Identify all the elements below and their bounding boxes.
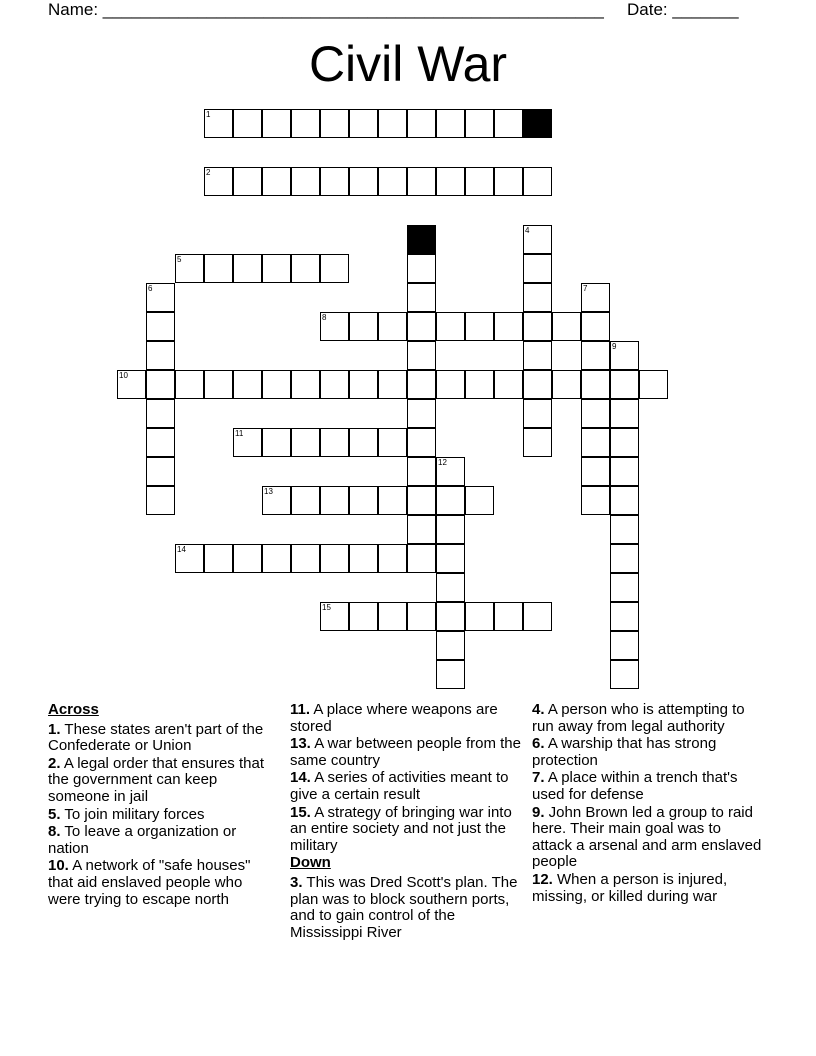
clue-item-number: 7. (532, 769, 545, 787)
clue-item-number: 5. (48, 805, 61, 823)
clue-item-text: A series of activities meant to give a certain result (290, 769, 509, 803)
grid-cell[interactable] (291, 254, 320, 283)
grid-cell[interactable] (436, 544, 465, 573)
clue-number: 12 (438, 458, 447, 467)
grid-cell[interactable] (262, 370, 291, 399)
clue-item (48, 824, 278, 857)
grid-cell[interactable] (204, 254, 233, 283)
clue-item (290, 702, 528, 735)
grid-cell[interactable] (407, 486, 436, 515)
grid-cell[interactable] (436, 515, 465, 544)
clue-item-text: A strategy of bringing war into an entire society and not just the military (290, 803, 512, 854)
grid-cell[interactable] (494, 167, 523, 196)
clue-column-1 (48, 702, 278, 909)
grid-cell[interactable] (233, 167, 262, 196)
grid-cell[interactable] (320, 428, 349, 457)
clue-item-number: 3. (290, 873, 303, 891)
grid-cell[interactable] (407, 109, 436, 138)
grid-cell[interactable] (233, 370, 262, 399)
grid-cell[interactable] (436, 109, 465, 138)
grid-cell[interactable] (465, 109, 494, 138)
grid-cell[interactable] (233, 428, 262, 457)
grid-cell[interactable] (436, 370, 465, 399)
clue-item (290, 805, 528, 855)
grid-cell[interactable] (523, 602, 552, 631)
clue-number: 11 (235, 429, 244, 438)
grid-cell[interactable] (523, 167, 552, 196)
clue-item-number: 12. (532, 870, 553, 888)
clue-number: 14 (177, 545, 186, 554)
clue-number: 9 (612, 342, 617, 351)
page-title: Civil War (308, 36, 508, 92)
clue-item (48, 807, 278, 824)
blocked-cell (407, 225, 436, 254)
grid-cell[interactable] (378, 109, 407, 138)
grid-cell[interactable] (610, 602, 639, 631)
grid-cell[interactable] (320, 312, 349, 341)
grid-cell[interactable] (291, 167, 320, 196)
clue-item (290, 736, 528, 769)
grid-cell[interactable] (552, 370, 581, 399)
grid-cell[interactable] (378, 544, 407, 573)
clue-item-text: A warship that has strong protection (532, 735, 717, 769)
grid-cell[interactable] (291, 486, 320, 515)
grid-cell[interactable] (378, 602, 407, 631)
grid-cell[interactable] (204, 167, 233, 196)
clue-item-text: A war between people from the same country (290, 735, 521, 769)
grid-cell[interactable] (610, 631, 639, 660)
clue-item-number: 11. (290, 701, 311, 718)
grid-cell[interactable] (291, 370, 320, 399)
grid-cell[interactable] (581, 486, 610, 515)
clue-item-number: 2. (48, 754, 61, 772)
grid-cell[interactable] (436, 602, 465, 631)
grid-cell[interactable] (146, 341, 175, 370)
grid-cell[interactable] (349, 312, 378, 341)
date-field[interactable]: Date: _______ (627, 0, 739, 19)
grid-cell[interactable] (407, 283, 436, 312)
grid-cell[interactable] (349, 370, 378, 399)
grid-cell[interactable] (320, 254, 349, 283)
grid-cell[interactable] (146, 428, 175, 457)
grid-cell[interactable] (610, 428, 639, 457)
grid-cell[interactable] (465, 370, 494, 399)
grid-cell[interactable] (494, 109, 523, 138)
grid-cell[interactable] (465, 486, 494, 515)
grid-cell[interactable] (204, 544, 233, 573)
grid-cell[interactable] (523, 341, 552, 370)
grid-cell[interactable] (581, 341, 610, 370)
clue-item-number: 4. (532, 701, 545, 718)
grid-cell[interactable] (407, 399, 436, 428)
clue-item-text: This was Dred Scott's plan. The plan was to block southern ports, and to gain control of the Mississippi River (290, 873, 518, 941)
grid-cell[interactable] (610, 370, 639, 399)
clue-item (532, 770, 762, 803)
grid-cell[interactable] (146, 312, 175, 341)
grid-cell[interactable] (523, 283, 552, 312)
grid-cell[interactable] (146, 399, 175, 428)
grid-cell[interactable] (407, 254, 436, 283)
grid-cell[interactable] (291, 544, 320, 573)
grid-cell[interactable] (465, 312, 494, 341)
grid-cell[interactable] (436, 312, 465, 341)
grid-cell[interactable] (610, 341, 639, 370)
clue-item-number: 15. (290, 803, 311, 821)
grid-cell[interactable] (320, 109, 349, 138)
grid-cell[interactable] (378, 486, 407, 515)
grid-cell[interactable] (320, 370, 349, 399)
grid-cell[interactable] (610, 573, 639, 602)
grid-cell[interactable] (494, 370, 523, 399)
grid-cell[interactable] (349, 602, 378, 631)
clue-item-text: These states aren't part of the Confederate or Union (48, 720, 264, 755)
grid-cell[interactable] (407, 312, 436, 341)
grid-cell[interactable] (610, 399, 639, 428)
grid-cell[interactable] (523, 370, 552, 399)
grid-cell[interactable] (523, 254, 552, 283)
grid-cell[interactable] (465, 602, 494, 631)
grid-cell[interactable] (465, 167, 494, 196)
clue-heading: Across (48, 701, 99, 718)
grid-cell[interactable] (610, 660, 639, 689)
clue-heading: Down (290, 854, 331, 872)
grid-cell[interactable] (291, 109, 320, 138)
grid-cell[interactable] (262, 544, 291, 573)
clue-number: 2 (206, 168, 211, 177)
clue-item (48, 756, 278, 806)
clue-item-text: A network of "safe houses" that aid enslaved people who were trying to escape north (48, 857, 251, 908)
clue-item (48, 722, 278, 755)
grid-cell[interactable] (523, 225, 552, 254)
grid-cell[interactable] (320, 486, 349, 515)
clue-item-number: 1. (48, 720, 61, 738)
clue-item-text: To leave a organization or nation (48, 823, 237, 857)
grid-cell[interactable] (610, 515, 639, 544)
grid-cell[interactable] (262, 428, 291, 457)
clue-number: 5 (177, 255, 182, 264)
grid-cell[interactable] (146, 370, 175, 399)
clue-item (532, 805, 762, 871)
grid-cell[interactable] (436, 573, 465, 602)
grid-cell[interactable] (175, 370, 204, 399)
clue-number: 1 (206, 110, 211, 119)
clue-item-number: 9. (532, 803, 545, 821)
clue-number: 10 (119, 371, 128, 380)
clue-item-text: A place where weapons are stored (290, 701, 498, 735)
grid-cell[interactable] (523, 399, 552, 428)
grid-cell[interactable] (610, 486, 639, 515)
grid-cell[interactable] (262, 109, 291, 138)
grid-cell[interactable] (523, 312, 552, 341)
grid-cell[interactable] (349, 428, 378, 457)
grid-cell[interactable] (407, 515, 436, 544)
grid-cell[interactable] (581, 457, 610, 486)
grid-cell[interactable] (378, 167, 407, 196)
clue-item-text: When a person is injured, missing, or killed during war (532, 870, 728, 905)
grid-cell[interactable] (407, 167, 436, 196)
clue-item-text: A person who is attempting to run away from legal authority (532, 701, 745, 735)
clue-item-text: A place within a trench that's used for defense (532, 769, 738, 803)
clue-number: 4 (525, 226, 530, 235)
clue-item-text: A legal order that ensures that the government can keep someone in jail (48, 754, 264, 805)
grid-cell[interactable] (581, 399, 610, 428)
clue-item (532, 872, 762, 905)
grid-cell[interactable] (291, 428, 320, 457)
clue-number: 15 (322, 603, 331, 612)
grid-cell[interactable] (204, 109, 233, 138)
grid-cell[interactable] (233, 544, 262, 573)
blocked-cell (523, 109, 552, 138)
grid-cell[interactable] (407, 544, 436, 573)
clue-item-text: John Brown led a group to raid here. Their main goal was to attack a arsenal and arm enslaved people (532, 803, 762, 871)
grid-cell[interactable] (349, 486, 378, 515)
grid-cell[interactable] (436, 457, 465, 486)
grid-cell[interactable] (349, 109, 378, 138)
grid-cell[interactable] (175, 254, 204, 283)
grid-cell[interactable] (581, 370, 610, 399)
grid-cell[interactable] (610, 544, 639, 573)
grid-cell[interactable] (320, 602, 349, 631)
clue-number: 6 (148, 284, 153, 293)
grid-cell[interactable] (552, 312, 581, 341)
grid-cell[interactable] (581, 428, 610, 457)
grid-cell[interactable] (320, 167, 349, 196)
grid-cell[interactable] (639, 370, 668, 399)
grid-cell[interactable] (436, 631, 465, 660)
clue-item-number: 10. (48, 857, 69, 875)
clue-item-number: 14. (290, 769, 311, 787)
clue-item (290, 875, 528, 941)
grid-cell[interactable] (204, 370, 233, 399)
clue-item-number: 8. (48, 823, 61, 841)
grid-cell[interactable] (378, 370, 407, 399)
grid-cell[interactable] (117, 370, 146, 399)
grid-cell[interactable] (610, 457, 639, 486)
grid-cell[interactable] (349, 167, 378, 196)
clue-item (48, 858, 278, 908)
grid-cell[interactable] (407, 341, 436, 370)
grid-cell[interactable] (436, 167, 465, 196)
grid-cell[interactable] (262, 486, 291, 515)
clue-number: 8 (322, 313, 327, 322)
grid-cell[interactable] (407, 370, 436, 399)
clue-item (290, 770, 528, 803)
clue-column-2 (290, 702, 528, 942)
grid-cell[interactable] (146, 486, 175, 515)
grid-cell[interactable] (581, 312, 610, 341)
grid-cell[interactable] (436, 486, 465, 515)
grid-cell[interactable] (523, 428, 552, 457)
grid-cell[interactable] (233, 254, 262, 283)
clue-number: 13 (264, 487, 273, 496)
clue-item (532, 736, 762, 769)
grid-cell[interactable] (320, 544, 349, 573)
grid-cell[interactable] (494, 312, 523, 341)
grid-cell[interactable] (407, 428, 436, 457)
clue-column-3 (532, 702, 762, 906)
grid-cell[interactable] (407, 602, 436, 631)
grid-cell[interactable] (262, 167, 291, 196)
grid-cell[interactable] (494, 602, 523, 631)
grid-cell[interactable] (146, 283, 175, 312)
grid-cell[interactable] (146, 457, 175, 486)
clue-item-number: 13. (290, 735, 311, 753)
grid-cell[interactable] (378, 312, 407, 341)
clue-item-number: 6. (532, 735, 545, 753)
grid-cell[interactable] (262, 254, 291, 283)
grid-cell[interactable] (175, 544, 204, 573)
clue-item-text: To join military forces (60, 805, 205, 823)
grid-cell[interactable] (349, 544, 378, 573)
name-field[interactable]: Name: _____________________________________________________ (48, 0, 604, 19)
clue-number: 7 (583, 284, 588, 293)
grid-cell[interactable] (233, 109, 262, 138)
grid-cell[interactable] (581, 283, 610, 312)
grid-cell[interactable] (407, 457, 436, 486)
grid-cell[interactable] (436, 660, 465, 689)
grid-cell[interactable] (378, 428, 407, 457)
clue-item (532, 702, 762, 735)
